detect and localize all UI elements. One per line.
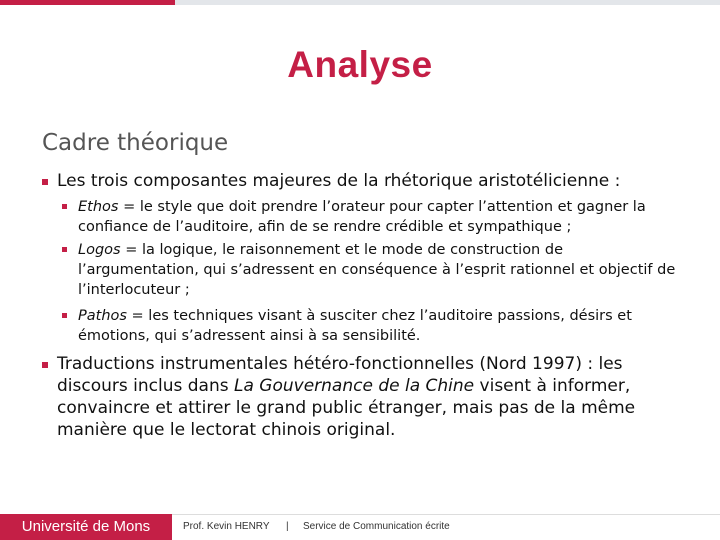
top-grey-bar — [175, 0, 720, 5]
term-pathos: Pathos — [78, 308, 127, 324]
bullet-square-icon — [62, 204, 67, 209]
bullet-rhetoric — [42, 170, 692, 192]
university-label: Université de Mons — [0, 514, 172, 540]
footer-service: Service de Communication écrite — [303, 521, 450, 532]
bullet-square-icon — [62, 313, 67, 318]
ethos-definition: = le style que doit prendre l’orateur pour capter l’attention et gagner la confiance de l’auditoire, afin de se rendre crédible et sympathique ; — [78, 199, 646, 235]
footer — [0, 514, 720, 540]
term-ethos: Ethos — [78, 199, 119, 215]
slide-title: Analyse — [287, 44, 433, 85]
bullet-text: Les trois composantes majeures de la rhétorique aristotélicienne : — [57, 171, 621, 191]
slide-subtitle: Cadre théorique — [42, 130, 229, 156]
bullet-square-icon — [42, 179, 48, 185]
top-accent-bar — [0, 0, 175, 5]
book-title: La Gouvernance de la Chine — [234, 376, 475, 396]
footer-separator: | — [286, 521, 289, 532]
translation-text-end: visent à informer, convaincre et attirer le grand public étranger, mais pas de la même manière que le lectorat chinois original. — [57, 376, 636, 440]
footer-author: Prof. Kevin HENRY — [183, 521, 270, 532]
bullet-translation — [42, 353, 682, 441]
logos-definition: = la logique, le raisonnement et le mode de construction de l’argumentation, qui s’adressent en conséquence à l’esprit rationnel et objectif de l’interlocuteur ; — [78, 242, 676, 298]
term-logos: Logos — [78, 242, 121, 258]
sub-bullet-ethos — [62, 197, 687, 237]
bullet-square-icon — [62, 247, 67, 252]
translation-text-start: Traductions instrumentales hétéro-fonctionnelles (Nord 1997) : les discours inclus dans — [57, 354, 623, 396]
sub-bullet-logos — [62, 240, 687, 300]
bullet-square-icon — [42, 362, 48, 368]
pathos-definition: = les techniques visant à susciter chez l’auditoire passions, désirs et émotions, qui s’adressent ainsi à sa sensibilité. — [78, 308, 632, 344]
sub-bullet-pathos — [62, 306, 687, 346]
